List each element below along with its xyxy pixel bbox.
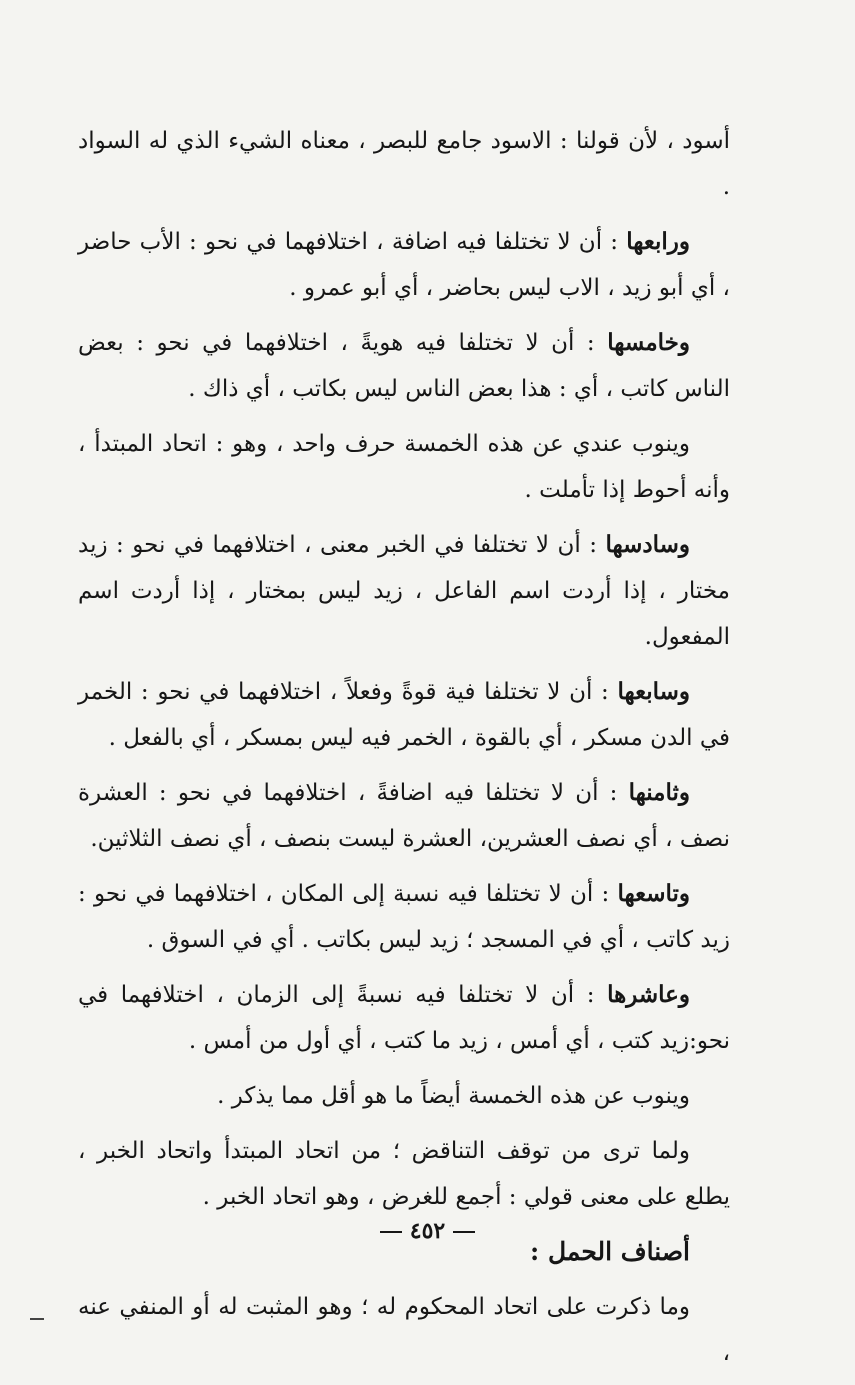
paragraph-11 [78, 1128, 730, 1220]
paragraph-6-text: : أن لا تختلفا فية قوةً وفعلاً ، اختلافهما في نحو : الخمر في الدن مسكر ، أي بالقوة ، الخمر فيه ليس بمسكر ، أي بالفعل . [78, 679, 730, 751]
paragraph-6-lead: وسابعها [617, 678, 690, 705]
paragraph-2 [78, 219, 730, 311]
paragraph-3-text: : أن لا تختلفا فيه هويةً ، اختلافهما في نحو : بعض الناس كاتب ، أي : هذا بعض الناس ليس بكاتب ، أي ذاك . [78, 330, 730, 402]
paragraph-3 [78, 320, 730, 412]
paragraph-6 [78, 669, 730, 761]
paragraph-5-text: : أن لا تختلفا في الخبر معنى ، اختلافهما في نحو : زيد مختار ، إذا أردت اسم الفاعل ، زيد ليس بمختار ، إذا أردت اسم المفعول. [78, 532, 730, 650]
page-number-dash-right [380, 1231, 402, 1233]
page-number-dash-left [453, 1231, 475, 1233]
paragraph-2-text: : أن لا تختلفا فيه اضافة ، اختلافهما في نحو : الأب حاضر ، أي أبو زيد ، الاب ليس بحاضر ، أي أبو عمرو . [78, 229, 730, 301]
paragraph-7-text: : أن لا تختلفا فيه اضافةً ، اختلافهما في نحو : العشرة نصف ، أي نصف العشرين، العشرة ليست بنصف ، أي نصف الثلاثين. [78, 780, 730, 852]
paragraph-4-text: وينوب عندي عن هذه الخمسة حرف واحد ، وهو : اتحاد المبتدأ ، وأنه أحوط إذا تأملت . [78, 431, 730, 503]
paragraph-9 [78, 972, 730, 1064]
closing-paragraph: وما ذكرت على اتحاد المحكوم له ؛ وهو المثبت له أو المنفي عنه ، [78, 1294, 730, 1366]
paragraph-1-text: أسود ، لأن قولنا : الاسود جامع للبصر ، معناه الشيء الذي له السواد . [78, 128, 730, 200]
page-number [0, 1218, 855, 1244]
paragraph-7-lead: وثامنها [628, 779, 690, 806]
paragraph-8 [78, 871, 730, 963]
paragraph-8-text: : أن لا تختلفا فيه نسبة إلى المكان ، اختلافهما في نحو : زيد كاتب ، أي في المسجد ؛ زيد ليس بكاتب . أي في السوق . [78, 881, 730, 953]
paragraph-7 [78, 770, 730, 862]
page-body [78, 118, 730, 1385]
paragraph-10-text: وينوب عن هذه الخمسة أيضاً ما هو أقل مما يذكر . [217, 1083, 690, 1109]
paragraph-9-text: : أن لا تختلفا فيه نسبةً إلى الزمان ، اختلافهما في نحو:زيد كتب ، أي أمس ، زيد ما كتب ، أي أول من أمس . [78, 982, 730, 1054]
paragraph-4 [78, 421, 730, 513]
paragraph-10 [78, 1073, 730, 1119]
paragraph-9-lead: وعاشرها [607, 981, 690, 1008]
paragraph-3-lead: وخامسها [607, 329, 690, 356]
paragraph-1 [78, 118, 730, 210]
page-number-value: ٤٥٢ [409, 1218, 446, 1244]
paragraph-2-lead: ورابعها [626, 228, 690, 255]
section-heading: أصناف الحمل : [530, 1237, 690, 1266]
paragraph-5-lead: وسادسها [605, 531, 690, 558]
scan-mark [30, 1318, 44, 1320]
paragraph-5 [78, 522, 730, 660]
paragraph-8-lead: وتاسعها [617, 880, 690, 907]
paragraph-11-text: ولما ترى من توقف التناقض ؛ من اتحاد المبتدأ واتحاد الخبر ، يطلع على معنى قولي : أجمع للغرض ، وهو اتحاد الخبر . [78, 1138, 730, 1210]
